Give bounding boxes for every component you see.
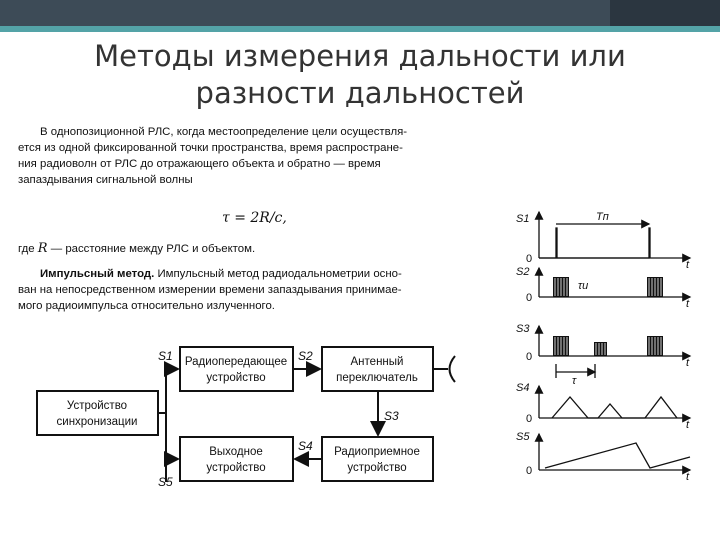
label-period: Tп bbox=[596, 211, 609, 223]
text-line: ния радиоволн от РЛС до отражающего объекта и обратно — время bbox=[18, 158, 381, 170]
time-label-s1: t bbox=[686, 259, 690, 271]
text-line: ван на непосредственном измерении времени запаздывания принимае- bbox=[18, 284, 402, 296]
label-transmitter-1: Радиопередающее bbox=[184, 356, 288, 368]
time-label-s2: t bbox=[686, 298, 690, 310]
signal-label-s5: S5 bbox=[158, 475, 173, 489]
label-switch-1: Антенный bbox=[350, 356, 404, 368]
origin-s2: 0 bbox=[526, 292, 533, 304]
note-text: — расстояние между РЛС и объектом. bbox=[50, 243, 256, 255]
note-variable: R bbox=[37, 241, 48, 256]
formula-delay: τ = 2R/c, bbox=[222, 210, 287, 226]
s1-pulses bbox=[539, 228, 650, 258]
text-line: В однопозиционной РЛС, когда местоопределение цели осуществля- bbox=[40, 126, 408, 138]
text-line: мого радиоимпульса относительно излученного. bbox=[18, 300, 275, 312]
label-receiver-1: Радиоприемное bbox=[334, 446, 420, 458]
title-line-2: разности дальностей bbox=[195, 76, 525, 110]
pulse-method-heading: Импульсный метод. bbox=[40, 268, 155, 280]
label-pulse-width: τи bbox=[578, 280, 589, 292]
label-switch-2: переключатель bbox=[336, 372, 418, 384]
origin-s1: 0 bbox=[526, 253, 533, 265]
timing-label-s4: S4 bbox=[516, 382, 530, 394]
time-label-s4: t bbox=[686, 419, 690, 431]
origin-s3: 0 bbox=[526, 351, 533, 363]
timing-label-s2: S2 bbox=[516, 266, 530, 278]
signal-label-s1: S1 bbox=[158, 349, 173, 363]
label-sync-2: синхронизации bbox=[56, 416, 138, 428]
timing-label-s3: S3 bbox=[516, 323, 530, 335]
label-delay: τ bbox=[572, 375, 577, 387]
rf-bursts bbox=[553, 277, 663, 356]
signal-label-s2: S2 bbox=[298, 349, 313, 363]
time-label-s5: t bbox=[686, 471, 690, 483]
text-line: запаздывания сигнальной волны bbox=[18, 174, 193, 186]
origin-s5: 0 bbox=[526, 465, 533, 477]
label-receiver-2: устройство bbox=[347, 462, 407, 474]
timing-label-s1: S1 bbox=[516, 213, 530, 225]
text-line-rest: Импульсный метод радиодальнометрии осно- bbox=[157, 268, 402, 280]
label-output-2: устройство bbox=[206, 462, 266, 474]
s4-envelopes bbox=[552, 397, 677, 418]
signal-label-s3: S3 bbox=[384, 409, 399, 423]
title-line-1: Методы измерения дальности или bbox=[94, 39, 626, 73]
signal-label-s4: S4 bbox=[298, 439, 313, 453]
label-sync-1: Устройство bbox=[66, 400, 128, 412]
label-output-1: Выходное bbox=[209, 446, 263, 458]
time-label-s3: t bbox=[686, 357, 690, 369]
origin-s4: 0 bbox=[526, 413, 533, 425]
s5-sawtooth bbox=[545, 443, 690, 468]
label-transmitter-2: устройство bbox=[206, 372, 266, 384]
text-line: ется из одной фиксированной точки пространства, время распростране- bbox=[18, 142, 403, 154]
note-prefix: где bbox=[18, 243, 35, 255]
timing-label-s5: S5 bbox=[516, 431, 530, 443]
